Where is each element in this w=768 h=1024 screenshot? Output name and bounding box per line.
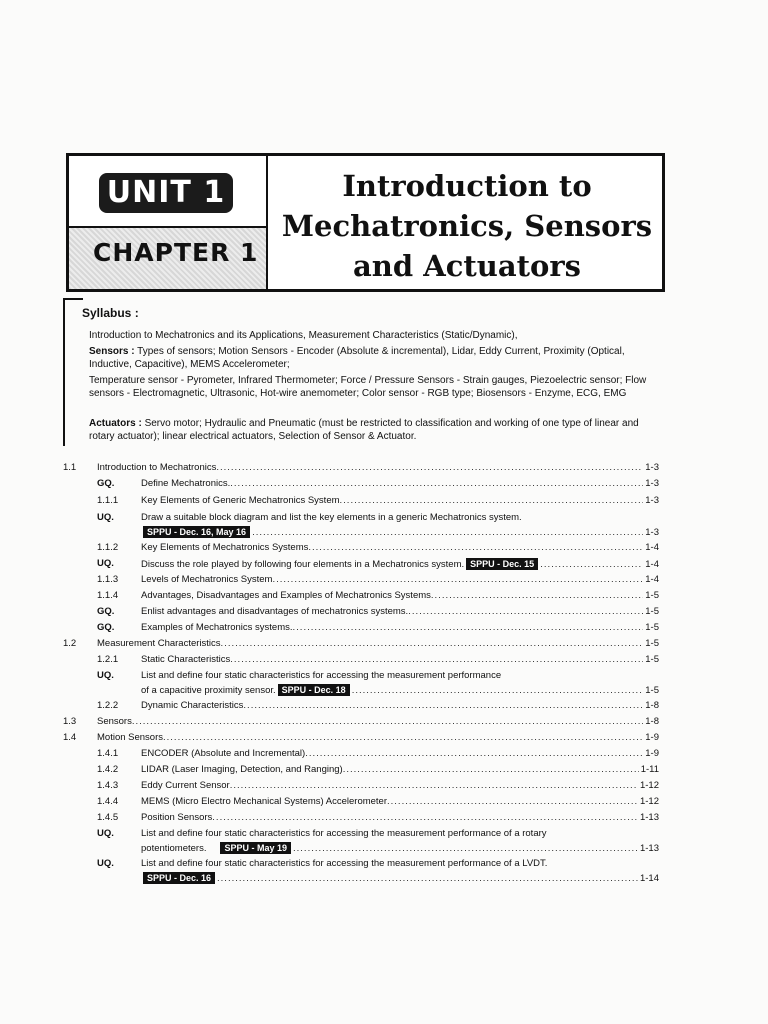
toc-text: Dynamic Characteristics xyxy=(141,700,244,711)
syllabus-temperature: Temperature sensor - Pyrometer, Infrared Thermometer; Force / Pressure Sensors - Strain gauges, Piezoelectric sensor; Flow sensors - Electromagnetic, Ultrasonic, Hot-wire anemometer; Color sensor - RGB type; Biosensors - Enzyme, ECG, EMG xyxy=(89,375,647,399)
toc-row[interactable] xyxy=(0,606,768,622)
toc-text: Introduction to Mechatronics xyxy=(97,462,217,473)
toc-entry xyxy=(141,700,659,711)
toc-leader xyxy=(408,606,643,617)
toc-entry xyxy=(141,526,659,538)
toc-leader xyxy=(340,495,644,506)
toc-number: GQ. xyxy=(97,606,115,617)
toc-page: 1-9 xyxy=(645,732,659,743)
toc-row[interactable] xyxy=(0,716,768,732)
toc-leader xyxy=(308,542,643,553)
toc-page: 1-3 xyxy=(645,527,659,538)
toc-page: 1-12 xyxy=(639,796,659,807)
toc-number: 1.4.2 xyxy=(97,764,119,775)
toc-entry xyxy=(141,684,659,696)
toc-leader xyxy=(352,685,644,696)
toc-row-continued[interactable] xyxy=(0,872,768,888)
actuators-heading: Actuators : xyxy=(89,418,142,429)
toc-row[interactable] xyxy=(0,558,768,574)
toc-page: 1-3 xyxy=(645,478,659,489)
toc-number: 1.1.1 xyxy=(97,495,119,506)
toc-number: 1.1 xyxy=(63,462,77,473)
toc-row[interactable] xyxy=(0,748,768,764)
unit-label: UNIT 1 xyxy=(99,173,233,213)
toc-row[interactable] xyxy=(0,478,768,494)
toc-entry xyxy=(141,748,659,759)
toc-number: UQ. xyxy=(97,558,114,569)
toc-text: Enlist advantages and disadvantages of mechatronics systems. xyxy=(141,606,409,617)
unit-chapter-panel xyxy=(69,156,268,289)
toc-entry xyxy=(97,732,659,743)
toc-page: 1-4 xyxy=(645,559,659,570)
toc-entry xyxy=(141,606,659,617)
chapter-header xyxy=(66,153,665,292)
chapter-label: CHAPTER 1 xyxy=(93,238,259,267)
toc-page: 1-8 xyxy=(645,700,659,711)
toc-text: List and define four static characteristics for accessing the measurement performance of a rotary xyxy=(141,828,547,839)
toc-row[interactable] xyxy=(0,574,768,590)
toc-row-continued[interactable] xyxy=(0,526,768,542)
toc-page: 1-13 xyxy=(639,812,659,823)
toc-row-continued[interactable] xyxy=(0,684,768,700)
toc-leader xyxy=(305,748,643,759)
toc-page: 1-5 xyxy=(645,638,659,649)
syllabus-section xyxy=(63,298,651,448)
toc-entry xyxy=(141,780,659,791)
toc-number: 1.3 xyxy=(63,716,77,727)
toc-entry xyxy=(141,812,659,823)
chapter-panel xyxy=(69,228,266,289)
toc-text: LIDAR (Laser Imaging, Detection, and Ranging) xyxy=(141,764,343,775)
toc-leader xyxy=(293,622,644,633)
toc-number: UQ. xyxy=(97,828,114,839)
toc-text: Levels of Mechatronics System xyxy=(141,574,273,585)
toc-number: 1.4.3 xyxy=(97,780,119,791)
toc-text: ENCODER (Absolute and Incremental) xyxy=(141,748,306,759)
toc-number: 1.1.3 xyxy=(97,574,119,585)
toc-leader xyxy=(293,843,638,854)
toc-text: potentiometers. xyxy=(141,843,207,854)
toc-text: Key Elements of Mechatronics Systems xyxy=(141,542,309,553)
toc-number: 1.4 xyxy=(63,732,77,743)
toc-entry xyxy=(141,495,659,506)
toc-page: 1-4 xyxy=(645,574,659,585)
toc-leader xyxy=(387,796,638,807)
toc-leader xyxy=(132,716,643,727)
toc-entry xyxy=(141,872,659,884)
toc-row[interactable] xyxy=(0,700,768,716)
toc-number: 1.1.2 xyxy=(97,542,119,553)
toc-text: List and define four static characteristics for accessing the measurement performance xyxy=(141,670,502,681)
title-line-2: Mechatronics, Sensors xyxy=(281,209,653,243)
toc-page: 1-11 xyxy=(640,764,659,775)
toc-row[interactable] xyxy=(0,622,768,638)
toc-page: 1-5 xyxy=(645,685,659,696)
toc-leader xyxy=(212,812,638,823)
toc-text: Key Elements of Generic Mechatronics System xyxy=(141,495,340,506)
toc-leader xyxy=(230,478,643,489)
toc-entry xyxy=(141,796,659,807)
toc-text: Position Sensors xyxy=(141,812,213,823)
toc-page: 1-3 xyxy=(645,462,659,473)
toc-row[interactable] xyxy=(0,654,768,670)
syllabus-intro: Introduction to Mechatronics and its Applications, Measurement Characteristics (Static/Dynamic), xyxy=(89,330,518,341)
sensors-heading: Sensors : xyxy=(89,346,135,357)
toc-row[interactable] xyxy=(0,462,768,478)
toc-entry xyxy=(141,654,659,665)
toc-entry xyxy=(97,716,659,727)
toc-page: 1-13 xyxy=(639,843,659,854)
toc-leader xyxy=(163,732,643,743)
exam-tag: SPPU - May 19 xyxy=(220,842,291,854)
toc-text: Motion Sensors xyxy=(97,732,164,743)
syllabus-title: Syllabus : xyxy=(82,306,139,320)
toc-row-continued[interactable] xyxy=(0,842,768,858)
toc-leader xyxy=(217,873,638,884)
toc-row[interactable] xyxy=(0,638,768,654)
toc-text: of a capacitive proximity sensor. xyxy=(141,685,276,696)
toc-entry xyxy=(141,558,659,570)
exam-tag: SPPU - Dec. 15 xyxy=(466,558,538,570)
toc-number: 1.2 xyxy=(63,638,77,649)
toc-leader xyxy=(230,780,638,791)
toc-entry xyxy=(141,622,659,633)
chapter-title xyxy=(269,166,665,286)
toc-row[interactable] xyxy=(0,542,768,558)
syllabus-actuators xyxy=(89,417,649,443)
toc-number: UQ. xyxy=(97,512,114,523)
syllabus-sensors xyxy=(89,345,649,371)
toc-page: 1-5 xyxy=(645,654,659,665)
toc-row[interactable] xyxy=(0,764,768,780)
toc-row[interactable] xyxy=(0,780,768,796)
toc-row[interactable] xyxy=(0,590,768,606)
toc-row[interactable] xyxy=(0,796,768,812)
toc-number: UQ. xyxy=(97,858,114,869)
toc-number: UQ. xyxy=(97,670,114,681)
toc-page: 1-9 xyxy=(645,748,659,759)
toc-entry xyxy=(141,478,659,489)
toc-page: 1-5 xyxy=(645,606,659,617)
toc-leader xyxy=(230,654,643,665)
syllabus-bracket-top xyxy=(63,298,83,300)
toc-page: 1-12 xyxy=(639,780,659,791)
toc-page: 1-8 xyxy=(645,716,659,727)
toc-row[interactable] xyxy=(0,812,768,828)
toc-number: 1.4.4 xyxy=(97,796,119,807)
toc-leader xyxy=(252,527,643,538)
title-line-1: Introduction to xyxy=(342,169,592,203)
toc-entry xyxy=(97,462,659,473)
toc-entry xyxy=(141,542,659,553)
toc-entry xyxy=(97,638,659,649)
toc-page: 1-5 xyxy=(645,622,659,633)
toc-text: Measurement Characteristics xyxy=(97,638,221,649)
exam-tag: SPPU - Dec. 18 xyxy=(278,684,350,696)
toc-number: 1.4.1 xyxy=(97,748,119,759)
toc-page: 1-4 xyxy=(645,542,659,553)
toc-number: 1.2.1 xyxy=(97,654,119,665)
toc-text: Advantages, Disadvantages and Examples of Mechatronics Systems xyxy=(141,590,431,601)
toc-page: 1-5 xyxy=(645,590,659,601)
toc-text: Draw a suitable block diagram and list the key elements in a generic Mechatronics system. xyxy=(141,512,522,523)
toc-number: 1.1.4 xyxy=(97,590,119,601)
toc-leader xyxy=(243,700,643,711)
exam-tag: SPPU - Dec. 16 xyxy=(143,872,215,884)
toc-leader xyxy=(343,764,639,775)
toc-page: 1-3 xyxy=(645,495,659,506)
toc-text: Static Characteristics xyxy=(141,654,231,665)
toc-number: 1.4.5 xyxy=(97,812,119,823)
toc-number: GQ. xyxy=(97,622,115,633)
toc-entry xyxy=(141,842,659,854)
toc-entry xyxy=(141,590,659,601)
sensors-text: Types of sensors; Motion Sensors - Encoder (Absolute & incremental), Lidar, Eddy Current, Proximity (Optical, Inductive, Capacitive), MEMS Accelerometer; xyxy=(89,346,625,370)
toc-row[interactable] xyxy=(0,495,768,511)
toc-leader xyxy=(540,559,643,570)
toc-text: Sensors xyxy=(97,716,132,727)
toc-page: 1-14 xyxy=(639,873,659,884)
toc-leader xyxy=(431,590,643,601)
syllabus-bracket xyxy=(63,298,65,446)
toc-leader xyxy=(272,574,643,585)
toc-text: Discuss the role played by following four elements in a Mechatronics system. xyxy=(141,559,465,570)
toc-number: 1.2.2 xyxy=(97,700,119,711)
toc-leader xyxy=(216,462,643,473)
toc-text: List and define four static characteristics for accessing the measurement performance of a LVDT. xyxy=(141,858,548,869)
toc-text: Eddy Current Sensor xyxy=(141,780,230,791)
toc-leader xyxy=(221,638,644,649)
toc-row[interactable] xyxy=(0,732,768,748)
toc-text: MEMS (Micro Electro Mechanical Systems) Accelerometer xyxy=(141,796,388,807)
exam-tag: SPPU - Dec. 16, May 16 xyxy=(143,526,250,538)
toc-entry xyxy=(141,574,659,585)
toc-number: GQ. xyxy=(97,478,115,489)
toc-entry xyxy=(141,764,659,775)
toc-text: Define Mechatronics. xyxy=(141,478,231,489)
title-line-3: and Actuators xyxy=(352,249,582,283)
actuators-text: Servo motor; Hydraulic and Pneumatic (must be restricted to classification and working of one type of linear and rotary actuator); linear electrical actuators, Selection of Sensor & Actuator. xyxy=(89,418,639,442)
toc-text: Examples of Mechatronics systems. xyxy=(141,622,293,633)
